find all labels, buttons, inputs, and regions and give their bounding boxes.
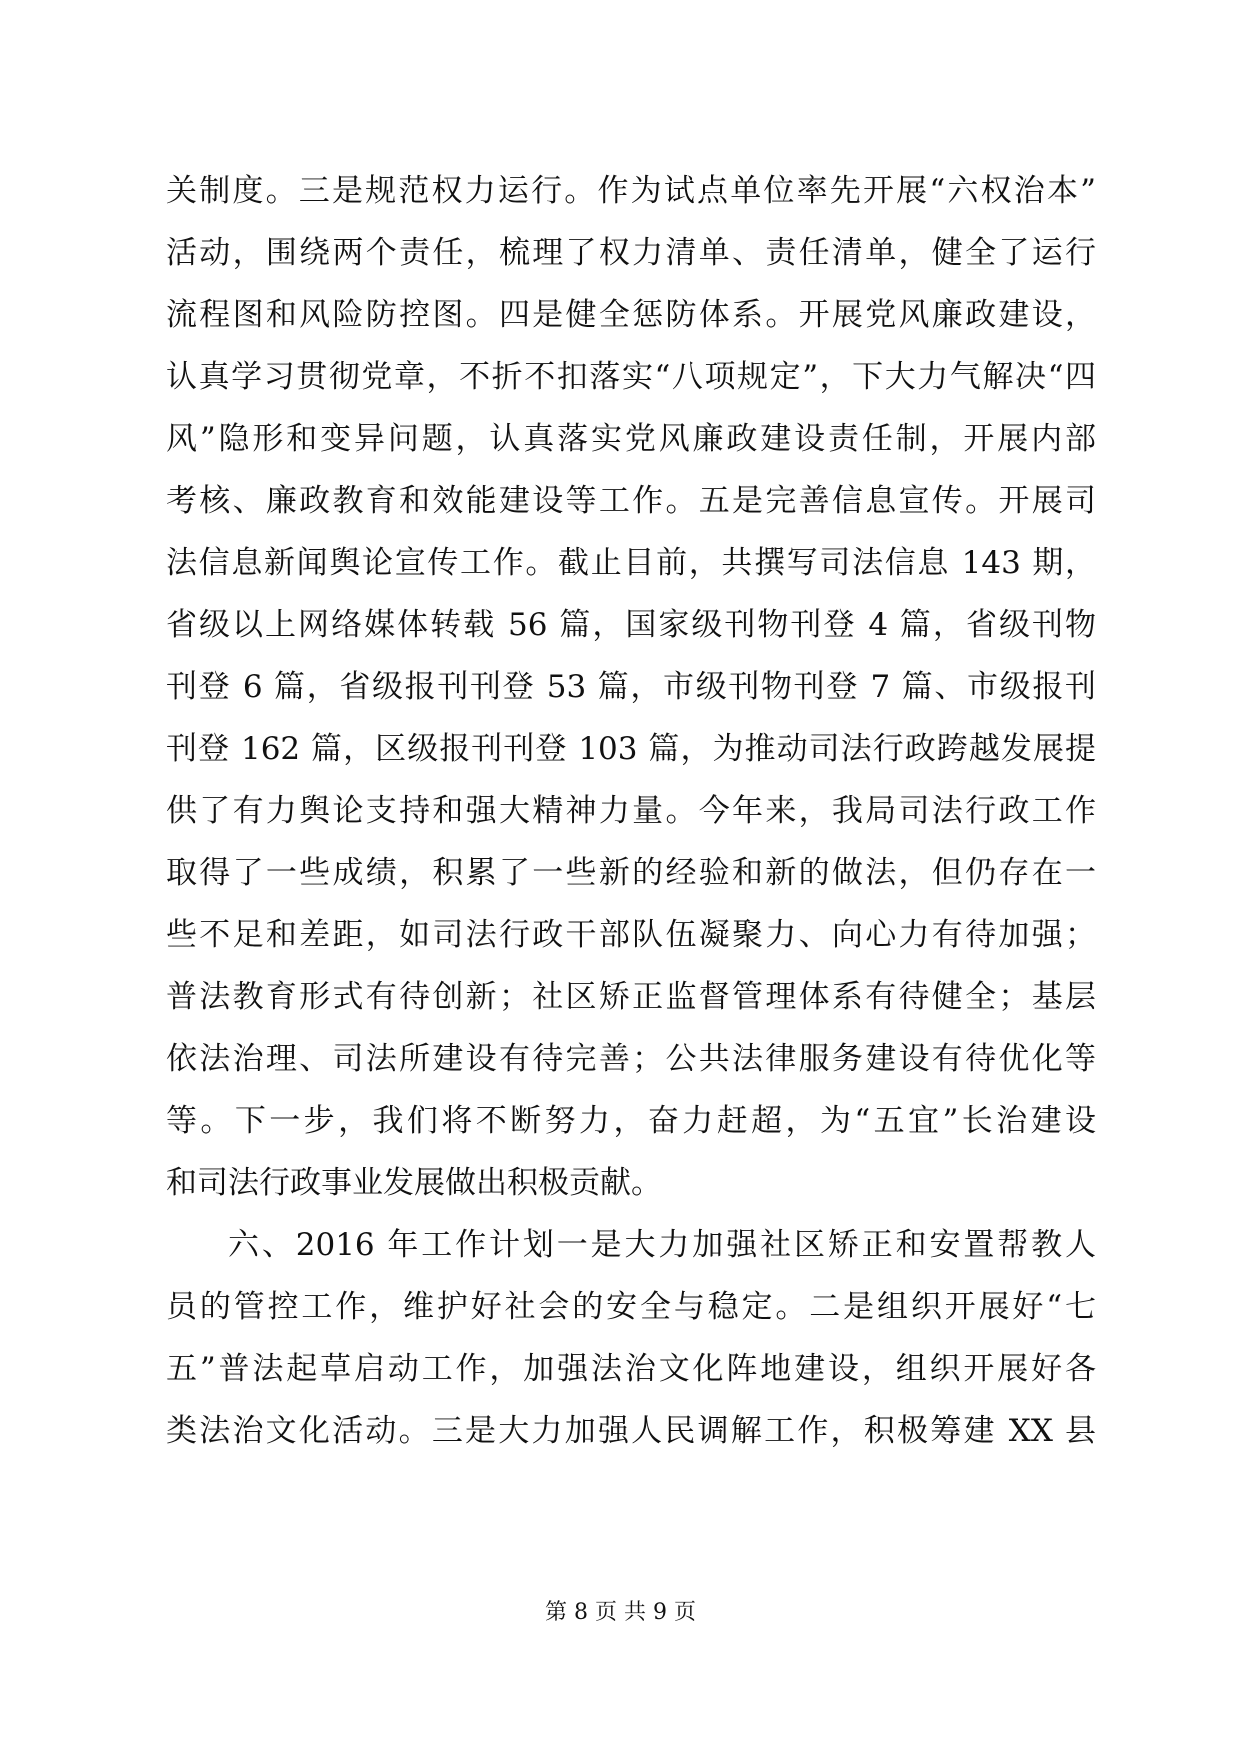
text-line: 六、2016 年工作计划一是大力加强社区矫正和安置帮教人 [228, 1227, 1096, 1263]
text-line: 考核、廉政教育和效能建设等工作。五是完善信息宣传。开展司 [166, 483, 1096, 519]
text-line: 供了有力舆论支持和强大精神力量。今年来，我局司法行政工作 [166, 793, 1096, 829]
text-line: 员的管控工作，维护好社会的安全与稳定。二是组织开展好“七 [166, 1289, 1096, 1325]
text-line: 关制度。三是规范权力运行。作为试点单位率先开展“六权治本” [166, 173, 1096, 209]
text-line: 取得了一些成绩，积累了一些新的经验和新的做法，但仍存在一 [166, 855, 1096, 891]
text-line: 依法治理、司法所建设有待完善；公共法律服务建设有待优化等 [166, 1041, 1096, 1077]
text-line: 认真学习贯彻党章，不折不扣落实“八项规定”，下大力气解决“四 [166, 359, 1096, 395]
text-line: 等。下一步，我们将不断努力，奋力赶超，为“五宜”长治建设 [166, 1103, 1096, 1139]
text-line: 普法教育形式有待创新；社区矫正监督管理体系有待健全；基层 [166, 979, 1096, 1015]
text-line: 五”普法起草启动工作，加强法治文化阵地建设，组织开展好各 [166, 1351, 1096, 1387]
text-line: 法信息新闻舆论宣传工作。截止目前，共撰写司法信息 143 期， [166, 545, 1096, 581]
text-line: 和司法行政事业发展做出积极贡献。 [166, 1165, 662, 1201]
text-line: 类法治文化活动。三是大力加强人民调解工作，积极筹建 XX 县 [166, 1413, 1096, 1449]
text-line: 刊登 162 篇，区级报刊刊登 103 篇，为推动司法行政跨越发展提 [166, 731, 1096, 767]
text-line: 活动，围绕两个责任，梳理了权力清单、责任清单，健全了运行 [166, 235, 1096, 271]
text-line: 些不足和差距，如司法行政干部队伍凝聚力、向心力有待加强； [166, 917, 1096, 953]
text-line: 风”隐形和变异问题，认真落实党风廉政建设责任制，开展内部 [166, 421, 1096, 457]
text-line: 省级以上网络媒体转载 56 篇，国家级刊物刊登 4 篇，省级刊物 [166, 607, 1096, 643]
paragraph-2 [166, 1214, 1096, 1462]
paragraph-1 [166, 160, 1096, 1214]
text-line: 流程图和风险防控图。四是健全惩防体系。开展党风廉政建设， [166, 297, 1096, 333]
body-text [166, 160, 1096, 1462]
text-line: 刊登 6 篇，省级报刊刊登 53 篇，市级刊物刊登 7 篇、市级报刊 [166, 669, 1096, 705]
page-footer: 第 8 页 共 9 页 [545, 1600, 696, 1625]
